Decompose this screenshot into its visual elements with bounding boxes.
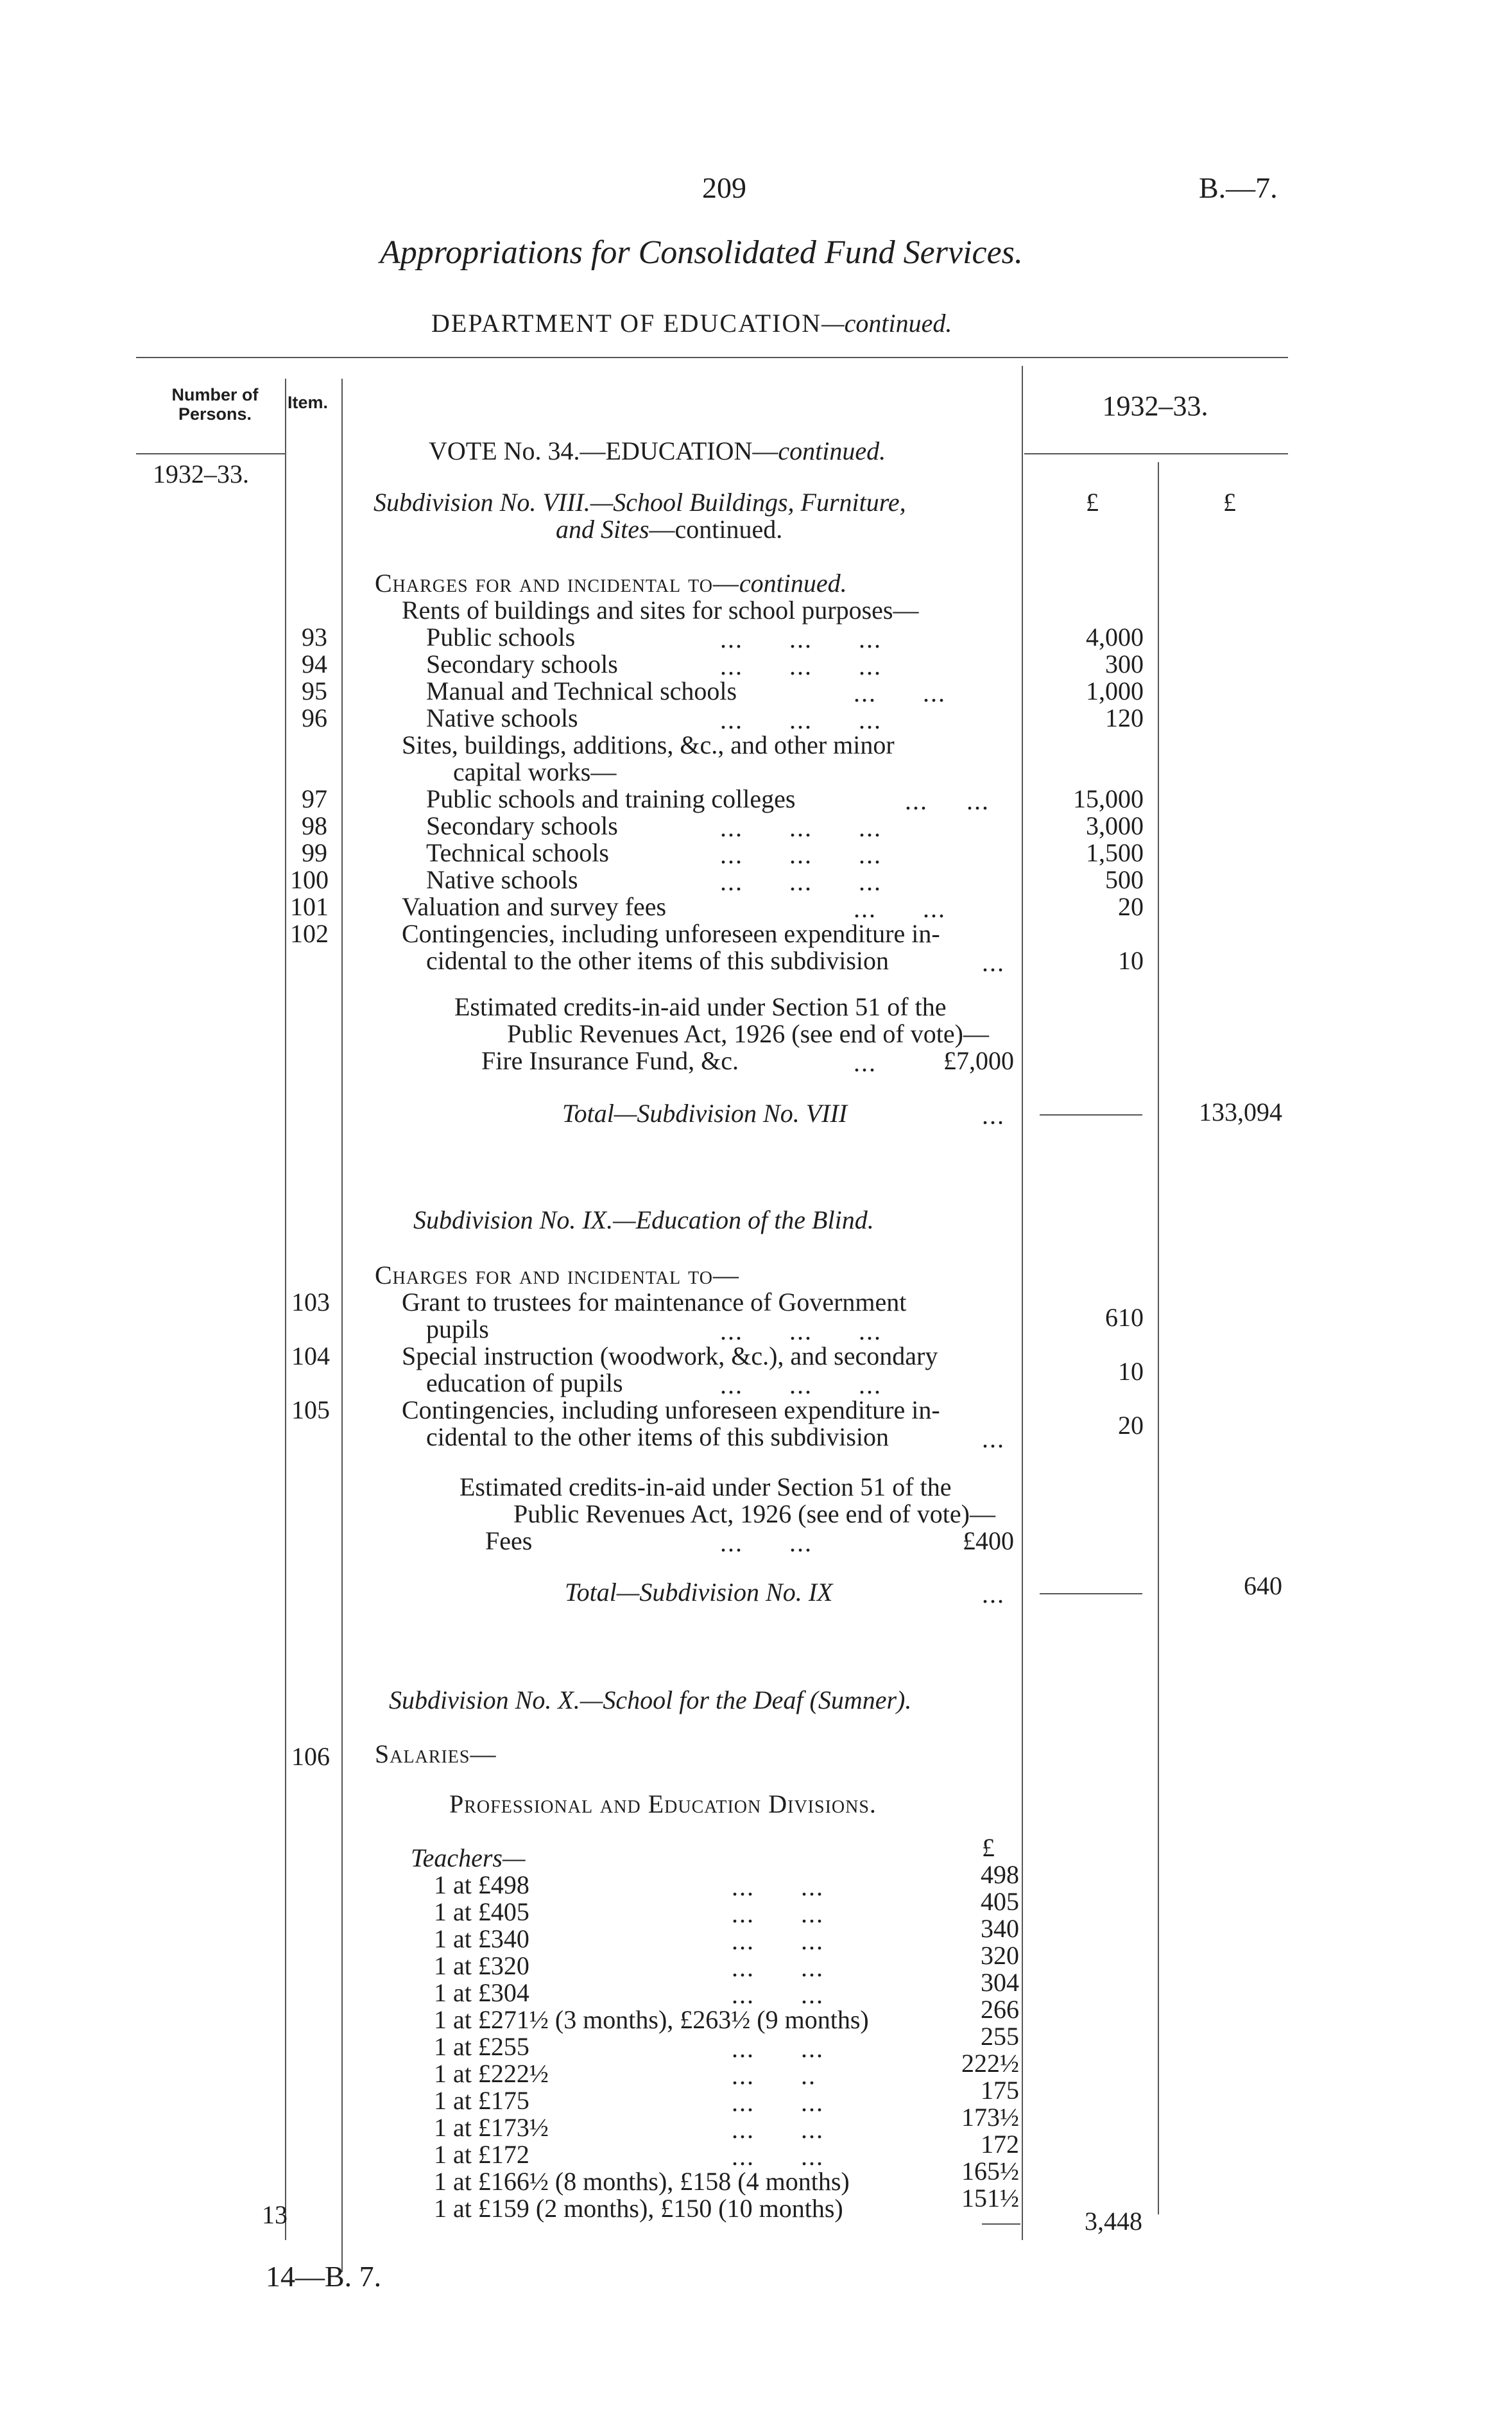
teacher-row-label: 1 at £340 bbox=[434, 1924, 529, 1953]
item-amount: 4,000 bbox=[1086, 623, 1144, 651]
sub8-sites-cont: capital works— bbox=[453, 757, 617, 786]
item-number: 102 bbox=[290, 919, 329, 948]
sub10-total: 3,448 bbox=[1085, 2207, 1142, 2236]
leader-dots: ... ... ... bbox=[720, 1316, 882, 1345]
item-number: 103 bbox=[291, 1288, 330, 1316]
item-amount: 300 bbox=[1105, 650, 1144, 678]
teacher-row-label: 1 at £255 bbox=[434, 2032, 529, 2061]
item-label: Contingencies, including unforeseen expenditure in- bbox=[402, 1395, 940, 1424]
leader-dots: ... ... bbox=[854, 894, 946, 923]
item-label: Secondary schools bbox=[426, 650, 618, 678]
item-label: Technical schools bbox=[426, 838, 609, 867]
item-number: 98 bbox=[302, 811, 327, 840]
page-number: 209 bbox=[702, 171, 746, 204]
item-header: Item. bbox=[288, 393, 329, 412]
leader-dots: ... ... bbox=[732, 1872, 824, 1901]
sub8-heading: Subdivision No. VIII.—School Buildings, Furniture, bbox=[374, 488, 906, 517]
teacher-row-amount: 498 bbox=[981, 1860, 1019, 1889]
item-label: Native schools bbox=[426, 865, 578, 894]
item-label-cont: cidental to the other items of this subdivision bbox=[426, 946, 889, 975]
teacher-row-amount: 172 bbox=[981, 2130, 1019, 2159]
item-number: 105 bbox=[291, 1395, 330, 1424]
sub9-credits-cont: Public Revenues Act, 1926 (see end of vote)— bbox=[513, 1499, 995, 1528]
leader-dots: ... ... bbox=[732, 2115, 824, 2144]
teacher-row-amount: 165½ bbox=[961, 2157, 1019, 2186]
header-rule-right bbox=[1024, 453, 1288, 454]
sub9-heading: Subdivision No. IX.—Education of the Blind. bbox=[413, 1205, 874, 1234]
leader-dots: ... ... bbox=[732, 2142, 824, 2171]
persons-header: Number of Persons. bbox=[171, 385, 259, 424]
leader-dots: ... ... bbox=[732, 1899, 824, 1928]
sub8-total-rule bbox=[1040, 1114, 1142, 1116]
item-label: Contingencies, including unforeseen expenditure in- bbox=[402, 919, 940, 948]
leader-dots: ... ... bbox=[732, 1980, 824, 2009]
pound-header-amount: £ bbox=[1086, 488, 1099, 517]
amount-column-rule bbox=[1022, 366, 1023, 2240]
item-label: Manual and Technical schools bbox=[426, 677, 737, 705]
sub8-credits-cont: Public Revenues Act, 1926 (see end of vote)— bbox=[507, 1019, 989, 1048]
teacher-row-amount: 405 bbox=[981, 1887, 1019, 1916]
teacher-row-amount: 340 bbox=[981, 1914, 1019, 1943]
leader-dots: ... ... ... bbox=[720, 1370, 882, 1399]
leader-dots: ... bbox=[982, 1580, 1005, 1608]
item-column-rule bbox=[341, 379, 343, 2272]
sub8-charges: Charges for and incidental to—continued. bbox=[375, 569, 847, 598]
pound-header-total: £ bbox=[1223, 488, 1236, 517]
sub8-credits-amount: £7,000 bbox=[943, 1046, 1014, 1075]
teacher-row-label: 1 at £222½ bbox=[434, 2059, 549, 2088]
leader-dots: ... ... bbox=[732, 1953, 824, 1982]
leader-dots: ... .. bbox=[732, 2061, 816, 2090]
teacher-row-amount: 222½ bbox=[961, 2049, 1019, 2078]
sub10-divisions: Professional and Education Divisions. bbox=[449, 1790, 877, 1818]
sub8-heading-cont: and Sites—continued. bbox=[556, 515, 783, 544]
sub10-heading: Subdivision No. X.—School for the Deaf (Sumner). bbox=[389, 1686, 912, 1714]
page-footer: 14—B. 7. bbox=[266, 2260, 382, 2293]
teacher-row-label: 1 at £405 bbox=[434, 1897, 529, 1926]
item-number: 104 bbox=[291, 1341, 330, 1370]
teacher-row-label: 1 at £320 bbox=[434, 1951, 529, 1980]
item-label: Secondary schools bbox=[426, 811, 618, 840]
teacher-row-label: 1 at £159 (2 months), £150 (10 months) bbox=[434, 2194, 843, 2223]
item-amount: 3,000 bbox=[1086, 811, 1144, 840]
persons-column-rule bbox=[285, 379, 286, 2240]
table-top-rule bbox=[136, 357, 1288, 358]
item-amount: 20 bbox=[1118, 1411, 1144, 1440]
item-label: Valuation and survey fees bbox=[402, 892, 667, 921]
page-code: B.—7. bbox=[1199, 171, 1278, 204]
sub9-charges: Charges for and incidental to— bbox=[375, 1261, 739, 1289]
item-label: Native schools bbox=[426, 703, 578, 732]
total-column-rule bbox=[1158, 462, 1159, 2214]
leader-dots: ... ... bbox=[720, 1528, 812, 1557]
item-amount: 10 bbox=[1118, 1357, 1144, 1386]
item-number: 96 bbox=[302, 703, 327, 732]
leader-dots: ... bbox=[982, 1424, 1005, 1453]
sub10-salaries: Salaries— bbox=[375, 1739, 497, 1768]
leader-dots: ... ... ... bbox=[720, 813, 882, 842]
teacher-row-label: 1 at £498 bbox=[434, 1870, 529, 1899]
sub9-credits-amount: £400 bbox=[963, 1526, 1014, 1555]
item-number: 95 bbox=[302, 677, 327, 705]
leader-dots: ... ... ... bbox=[720, 867, 882, 896]
teacher-row-label: 1 at £172 bbox=[434, 2140, 529, 2169]
item-label: Public schools and training colleges bbox=[426, 784, 796, 813]
item-label: Public schools bbox=[426, 623, 576, 651]
leader-dots: ... ... bbox=[854, 678, 946, 707]
leader-dots: ... ... bbox=[905, 786, 990, 815]
sub8-credits-source: Fire Insurance Fund, &c. bbox=[481, 1046, 739, 1075]
sub9-credits-source: Fees bbox=[485, 1526, 533, 1555]
sub8-rents: Rents of buildings and sites for school purposes— bbox=[402, 596, 919, 625]
teacher-row-label: 1 at £166½ (8 months), £158 (4 months) bbox=[434, 2167, 850, 2196]
leader-dots: ... bbox=[982, 948, 1005, 977]
sub9-total-label: Total—Subdivision No. IX bbox=[565, 1578, 833, 1607]
sub10-persons: 13 bbox=[262, 2200, 288, 2229]
leader-dots: ... ... ... bbox=[720, 840, 882, 869]
item-number: 94 bbox=[302, 650, 327, 678]
item-amount: 15,000 bbox=[1073, 784, 1144, 813]
teacher-row-amount: 255 bbox=[981, 2022, 1019, 2051]
sub10-subtotal-rule bbox=[982, 2223, 1020, 2225]
item-number: 100 bbox=[290, 865, 329, 894]
sub9-credits: Estimated credits-in-aid under Section 51 of the bbox=[460, 1472, 952, 1501]
sub8-sites: Sites, buildings, additions, &c., and other minor bbox=[402, 730, 895, 759]
item-amount: 610 bbox=[1105, 1303, 1144, 1332]
item-label-cont: cidental to the other items of this subdivision bbox=[426, 1422, 889, 1451]
teacher-row-label: 1 at £304 bbox=[434, 1978, 529, 2007]
item-number: 93 bbox=[302, 623, 327, 651]
leader-dots: ... bbox=[982, 1101, 1005, 1130]
item-number: 106 bbox=[291, 1742, 330, 1771]
teacher-row-label: 1 at £173½ bbox=[434, 2113, 549, 2142]
leader-dots: ... ... bbox=[732, 2034, 824, 2063]
teacher-row-label: 1 at £175 bbox=[434, 2086, 529, 2115]
sub10-teachers: Teachers— bbox=[411, 1843, 526, 1872]
sub8-credits: Estimated credits-in-aid under Section 51 of the bbox=[454, 992, 947, 1021]
teacher-row-amount: 175 bbox=[981, 2076, 1019, 2105]
teacher-row-amount: 266 bbox=[981, 1995, 1019, 2024]
vote-title: VOTE No. 34.—EDUCATION—continued. bbox=[429, 436, 886, 465]
item-amount: 120 bbox=[1105, 703, 1144, 732]
page-title: Appropriations for Consolidated Fund Services. bbox=[380, 234, 1023, 271]
sub8-total-label: Total—Subdivision No. VIII bbox=[562, 1099, 848, 1128]
leader-dots: ... ... bbox=[732, 1926, 824, 1955]
sub9-total: 640 bbox=[1244, 1571, 1282, 1600]
year-row-label: 1932–33. bbox=[153, 460, 249, 488]
leader-dots: ... bbox=[854, 1048, 877, 1077]
item-label: Grant to trustees for maintenance of Government bbox=[402, 1288, 907, 1316]
teacher-row-amount: 320 bbox=[981, 1941, 1019, 1970]
teacher-row-amount: 304 bbox=[981, 1968, 1019, 1997]
year-header: 1932–33. bbox=[1102, 390, 1208, 422]
leader-dots: ... ... ... bbox=[720, 625, 882, 653]
header-rule-left bbox=[136, 453, 285, 454]
item-label-cont: pupils bbox=[426, 1315, 489, 1343]
item-number: 97 bbox=[302, 784, 327, 813]
item-number: 101 bbox=[290, 892, 329, 921]
leader-dots: ... ... bbox=[732, 2088, 824, 2117]
teacher-row-amount: 151½ bbox=[961, 2184, 1019, 2212]
item-amount: 10 bbox=[1118, 946, 1144, 975]
item-label-cont: education of pupils bbox=[426, 1368, 623, 1397]
department-heading: DEPARTMENT OF EDUCATION—continued. bbox=[431, 309, 952, 338]
item-label: Special instruction (woodwork, &c.), and secondary bbox=[402, 1341, 938, 1370]
sub8-total: 133,094 bbox=[1199, 1098, 1282, 1126]
teacher-row-label: 1 at £271½ (3 months), £263½ (9 months) bbox=[434, 2005, 869, 2034]
sub9-total-rule bbox=[1040, 1593, 1142, 1594]
teacher-row-amount: 173½ bbox=[961, 2103, 1019, 2132]
leader-dots: ... ... ... bbox=[720, 651, 882, 680]
item-amount: 500 bbox=[1105, 865, 1144, 894]
item-amount: 1,000 bbox=[1086, 677, 1144, 705]
item-amount: 20 bbox=[1118, 892, 1144, 921]
item-amount: 1,500 bbox=[1086, 838, 1144, 867]
item-number: 99 bbox=[302, 838, 327, 867]
leader-dots: ... ... ... bbox=[720, 705, 882, 734]
sub10-pound: £ bbox=[982, 1833, 995, 1862]
